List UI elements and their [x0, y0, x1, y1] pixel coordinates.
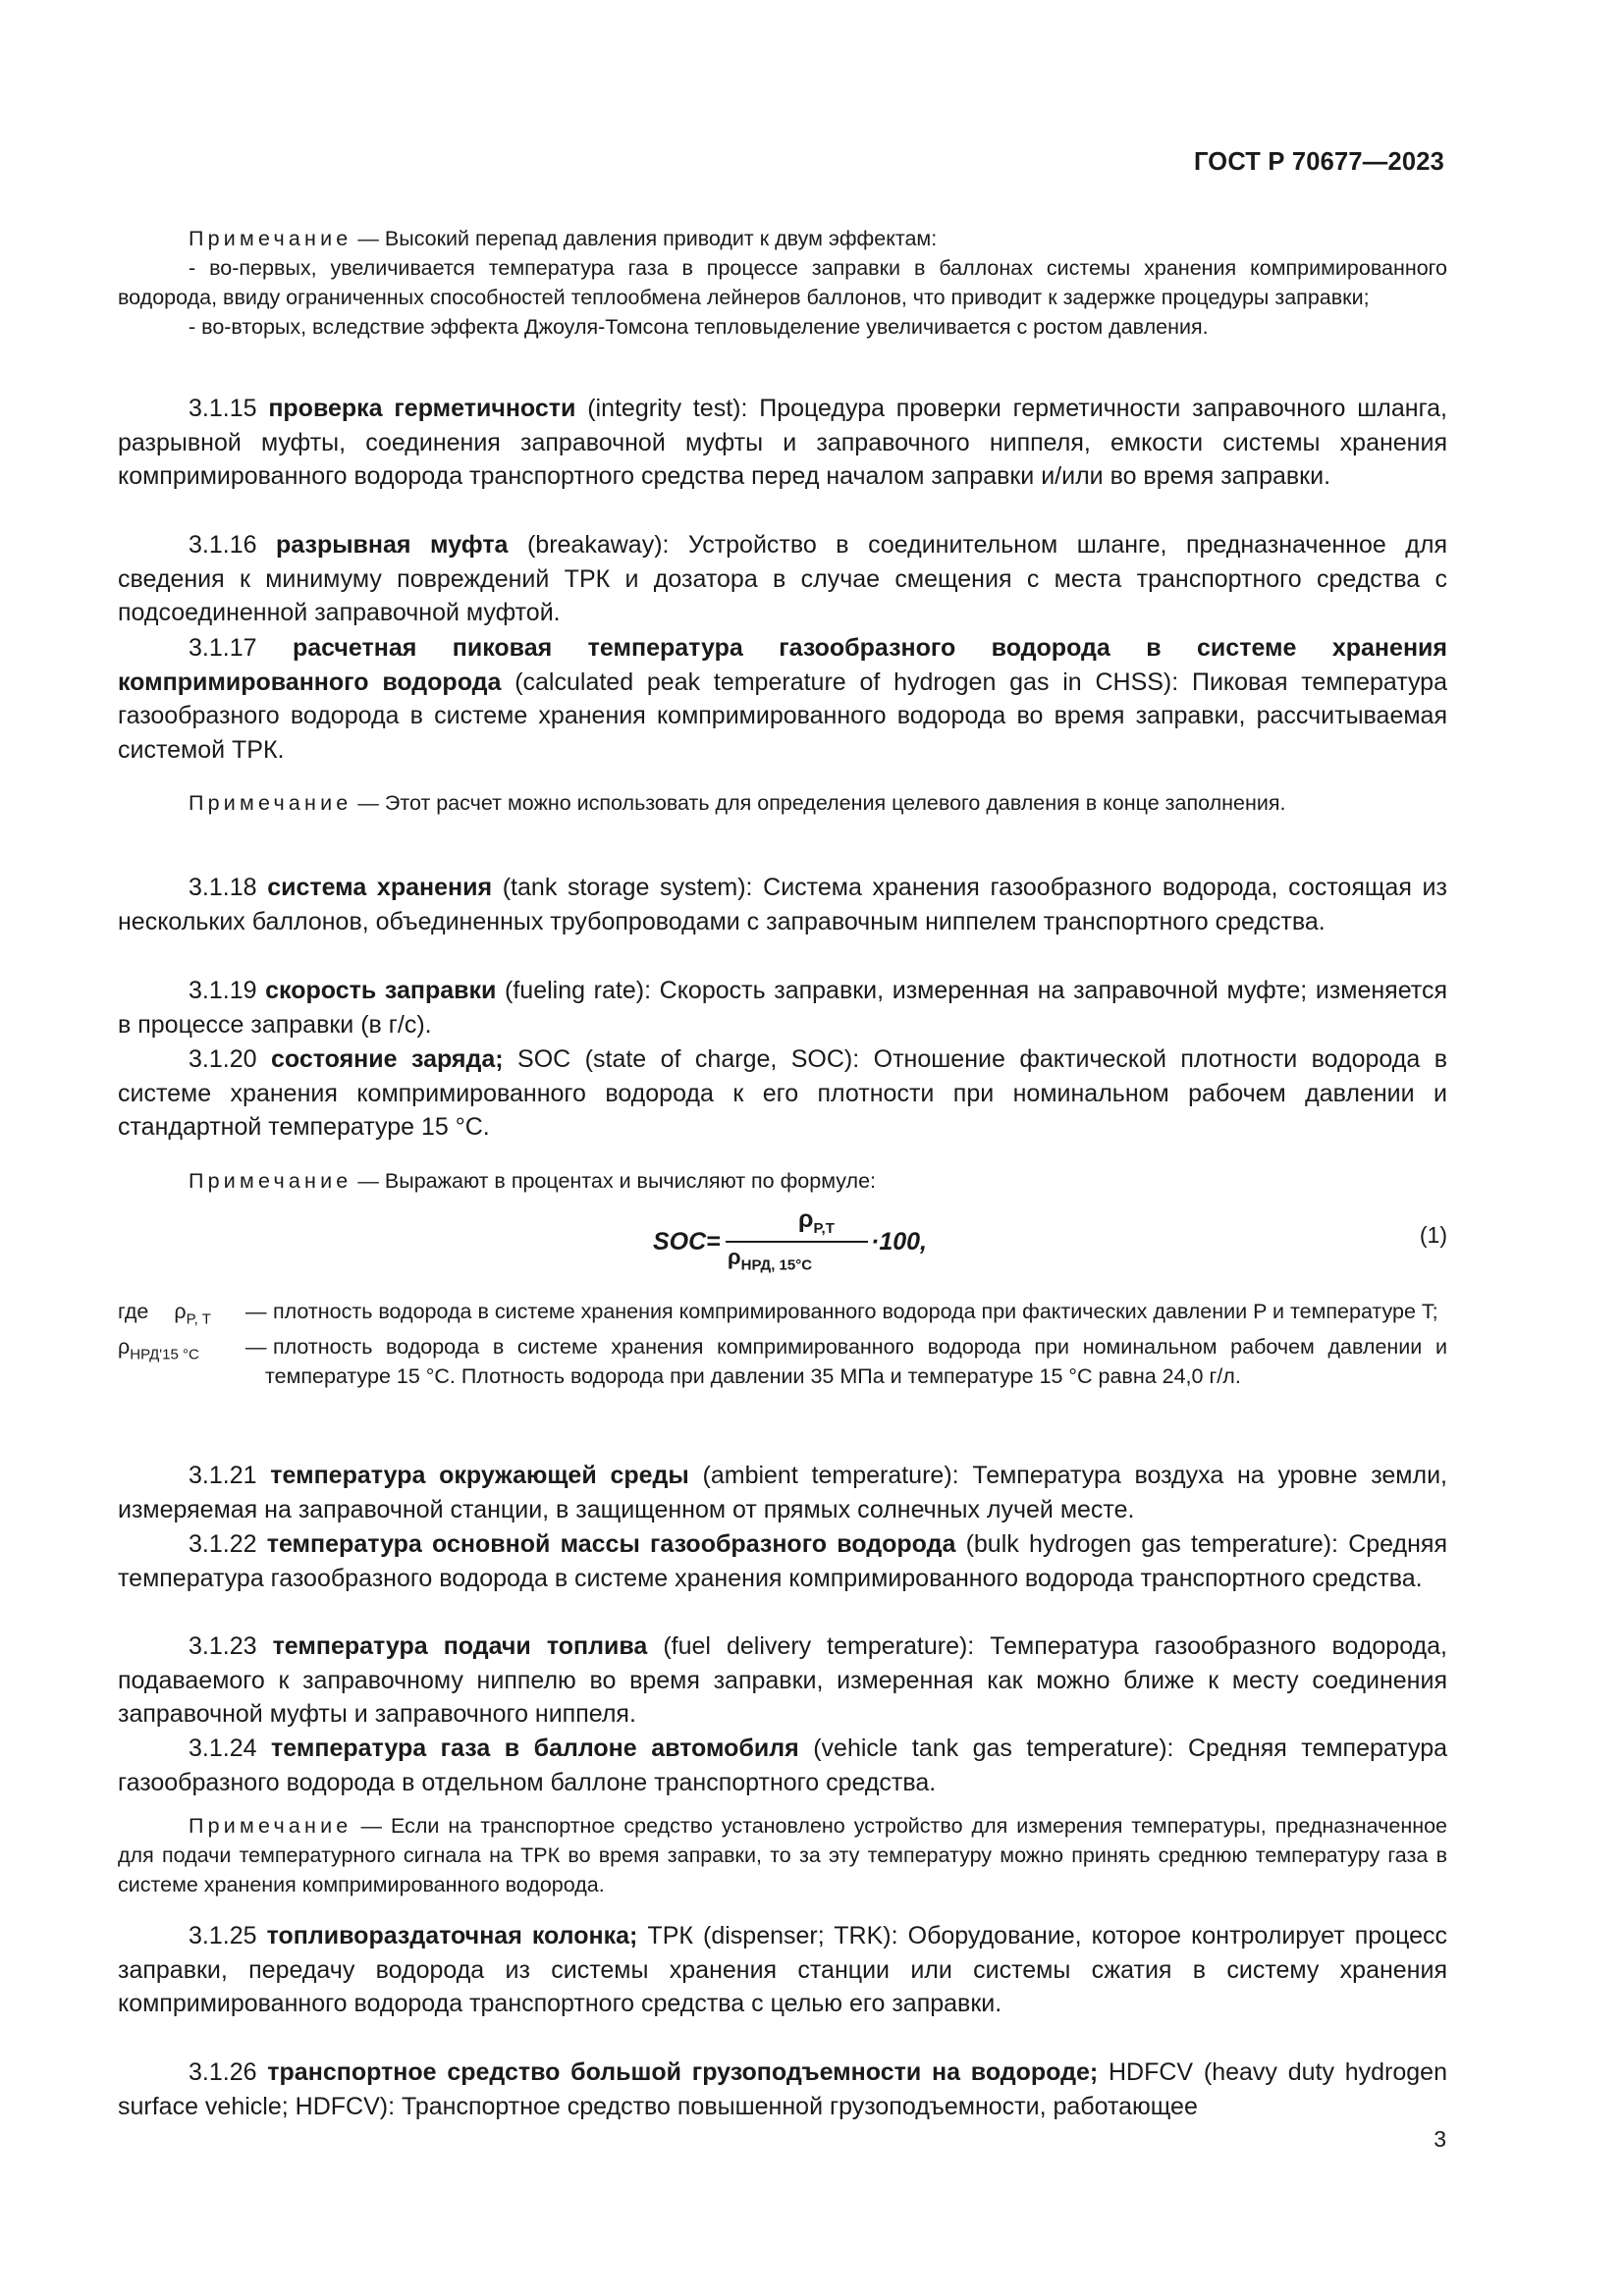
- term-name: состояние заряда;: [270, 1045, 504, 1073]
- term-3-1-21: 3.1.21 температура окружающей среды (ambient temperature): Температура воздуха на уровне земли, измеряемая на заправочной станции, в защищенном от прямых солнечных лучей месте.: [118, 1462, 1447, 1523]
- formula-lhs: SOC: [653, 1228, 707, 1255]
- term-3-1-26: 3.1.26 транспортное средство большой грузоподъемности на водороде; HDFCV (heavy duty hydrogen surface vehicle; HDFCV): Транспортное средство повышенной грузоподъемности, работающее: [118, 2058, 1447, 2120]
- formula-number: (1): [1419, 1222, 1447, 1248]
- note-2: Примечание — Этот расчет можно использовать для определения целевого давления в конце заполнения.: [189, 791, 1286, 815]
- term-name: транспортное средство большой грузоподъемности на водороде;: [267, 2058, 1099, 2086]
- term-name: температура основной массы газообразного водорода: [266, 1530, 956, 1558]
- term-name: топливораздаточная колонка;: [266, 1922, 638, 1949]
- note-label: Примечание: [189, 227, 352, 250]
- term-name: расчетная пиковая температура газообразного водорода в системе хранения компримированного водорода: [118, 634, 1447, 696]
- term-name: температура подачи топлива: [272, 1632, 648, 1660]
- where-block: [118, 1297, 1447, 1391]
- term-3-1-18: 3.1.18 система хранения (tank storage system): Система хранения газообразного водорода, состоящая из нескольких баллонов, объединенных трубопроводами с заправочным ниппелем транспортного средства.: [118, 874, 1447, 935]
- fraction-bar: [726, 1241, 868, 1243]
- formula-soc: [118, 1205, 1447, 1288]
- note-3: Примечание — Выражают в процентах и вычисляют по формуле:: [189, 1169, 876, 1193]
- note-4: Примечание — Если на транспортное средство установлено устройство для измерения температуры, предназначенное для подачи температурного сигнала на ТРК во время заправки, то за эту температуру можно принять среднюю температуру газа в системе хранения компримированного водорода.: [118, 1814, 1447, 1896]
- page-number: 3: [1434, 2126, 1446, 2152]
- term-3-1-19: 3.1.19 скорость заправки (fueling rate): Скорость заправки, измеренная на заправочной муфте; изменяется в процессе заправки (в г/с).: [118, 977, 1447, 1039]
- term-name: температура окружающей среды: [270, 1462, 689, 1489]
- term-name: разрывная муфта: [276, 531, 509, 559]
- term-3-1-17: 3.1.17 расчетная пиковая температура газообразного водорода в системе хранения компримированного водорода (calculated peak temperature of hydrogen gas in CHSS): Пиковая температура газообразного водорода в системе хранения компримированного водорода во время заправки, рассчитываемая системой ТРК.: [118, 634, 1447, 764]
- term-3-1-15: 3.1.15 проверка герметичности (integrity test): Процедура проверки герметичности заправочного шланга, разрывной муфты, соединения заправочной муфты и заправочного ниппеля, емкости системы хранения компримированного водорода транспортного средства перед началом заправки и/или во время заправки.: [118, 395, 1447, 490]
- standard-header: ГОСТ Р 70677—2023: [1193, 148, 1444, 176]
- term-3-1-20: 3.1.20 состояние заряда; SOC (state of charge, SOC): Отношение фактической плотности водорода в системе хранения компримированного водорода к его плотности при номинальном рабочем давлении и стандартной температуре 15 °С.: [118, 1045, 1447, 1141]
- where-row-2: $\rho_{НРД'15 ^\circ C}$ — плотность водорода в системе хранения компримированного водорода при номинальном рабочем давлении и температуре 15 °С. Плотность водорода при давлении 35 МПа и температуре 15 °С равна 24,0 г/л.: [118, 1335, 1447, 1388]
- note-1: Примечание — Высокий перепад давления приводит к двум эффектам: - во-первых, увеличивается температура газа в процессе заправки в баллонах системы хранения компримированного водорода, ввиду ограниченных способностей теплообмена лейнеров баллонов, что приводит к задержке процедуры заправки; - во-вторых, вследствие эффекта Джоуля-Томсона тепловыделение увеличивается с ростом давления.: [118, 227, 1447, 339]
- formula-numerator: $\rho_{P,T}$: [798, 1205, 835, 1237]
- term-3-1-25: 3.1.25 топливораздаточная колонка; ТРК (dispenser; TRK): Оборудование, которое контролирует процесс заправки, передачу водорода из системы хранения станции или системы сжатия в систему хранения компримированного водорода транспортного средства с целью его заправки.: [118, 1922, 1448, 2017]
- where-row-1: где $\rho_{P, T}$ — плотность водорода в системе хранения компримированного водорода при фактических давлении P и температуре T;: [118, 1300, 1438, 1328]
- formula-denominator: $\rho_{НРД, 15^\circ C}$: [728, 1245, 813, 1274]
- term-name: система хранения: [267, 874, 493, 901]
- formula-tail: ·100,: [871, 1228, 927, 1255]
- term-name: температура газа в баллоне автомобиля: [271, 1735, 799, 1762]
- term-3-1-23: 3.1.23 температура подачи топлива (fuel delivery temperature): Температура газообразного водорода, подаваемого к заправочному ниппелю во время заправки, измеренная как можно ближе к месту соединения заправочной муфты и заправочного ниппеля.: [118, 1632, 1447, 1728]
- term-3-1-24: 3.1.24 температура газа в баллоне автомобиля (vehicle tank gas temperature): Средняя температура газообразного водорода в отдельном баллоне транспортного средства.: [118, 1735, 1448, 1796]
- term-name: проверка герметичности: [268, 395, 576, 422]
- term-3-1-22: 3.1.22 температура основной массы газообразного водорода (bulk hydrogen gas temperature): Средняя температура газообразного водорода в системе хранения компримированного водорода транспортного средства.: [118, 1530, 1447, 1592]
- formula-expression: [653, 1205, 1124, 1288]
- term-name: скорость заправки: [265, 977, 497, 1004]
- term-3-1-16: 3.1.16 разрывная муфта (breakaway): Устройство в соединительном шланге, предназначенное для сведения к минимуму повреждений ТРК и дозатора в случае смещения с места транспортного средства с подсоединенной заправочной муфтой.: [118, 531, 1447, 626]
- formula-eq: =: [706, 1228, 721, 1255]
